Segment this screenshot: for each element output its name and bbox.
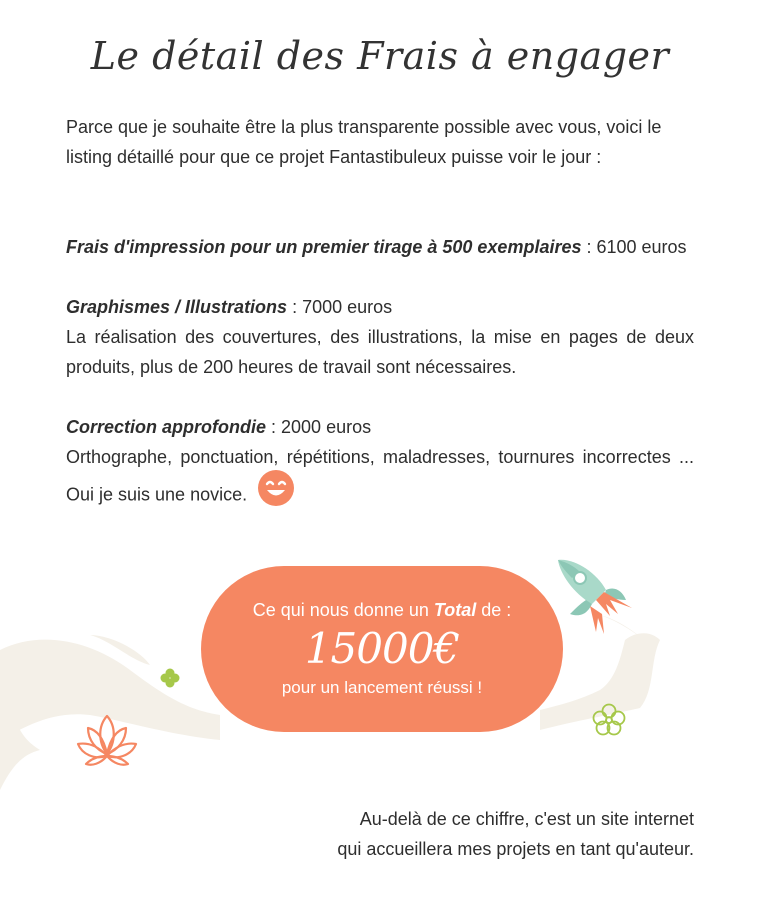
intro-paragraph: Parce que je souhaite être la plus transparente possible avec vous, voici le listing détaillé pour que ce projet Fantastibuleux puisse voir le jour : [66,117,662,167]
total-word: Total [433,600,477,620]
proofreading-cost-label: Correction approfondie [66,417,267,437]
total-suffix: de : [476,600,512,620]
total-prefix: Ce qui nous donne un [252,600,434,620]
total-tagline: pour un lancement réussi ! [281,678,483,697]
grinning-emoji-icon [257,469,295,516]
proofreading-cost-description [66,442,694,519]
graphics-cost-item [66,292,694,382]
page-title: Le détail des Frais à engager [90,34,670,78]
total-amount: 15000€ [304,624,460,673]
footer-text [200,804,694,864]
total-intro [201,600,563,621]
print-cost-label: Frais d'impression pour un premier tirage à 500 exemplaires [66,237,582,257]
outline-flower-icon [592,703,626,737]
graphics-cost-description: La réalisation des couvertures, des illustrations, la mise en pages de deux produits, plus de 200 heures de travail sont nécessaires. [66,327,694,377]
print-cost-item [66,232,694,262]
lotus-flower-icon [76,712,138,770]
footer-line-2: qui accueillera mes projets en tant qu'auteur. [337,839,694,859]
graphics-cost-label: Graphismes / Illustrations [66,297,288,317]
proofreading-cost-amount: : 2000 euros [266,417,372,437]
graphics-cost-amount: : 7000 euros [287,297,393,317]
total-box [201,566,563,732]
rocket-icon [552,556,638,640]
clover-icon [160,668,180,688]
proofreading-cost-item [66,412,694,519]
footer-line-1: Au-delà de ce chiffre, c'est un site internet [359,809,694,829]
print-cost-amount: : 6100 euros [581,237,687,257]
proofreading-description-text: Orthographe, ponctuation, répétitions, maladresses, tournures incorrectes ... Oui je suis une novice. [66,447,694,505]
